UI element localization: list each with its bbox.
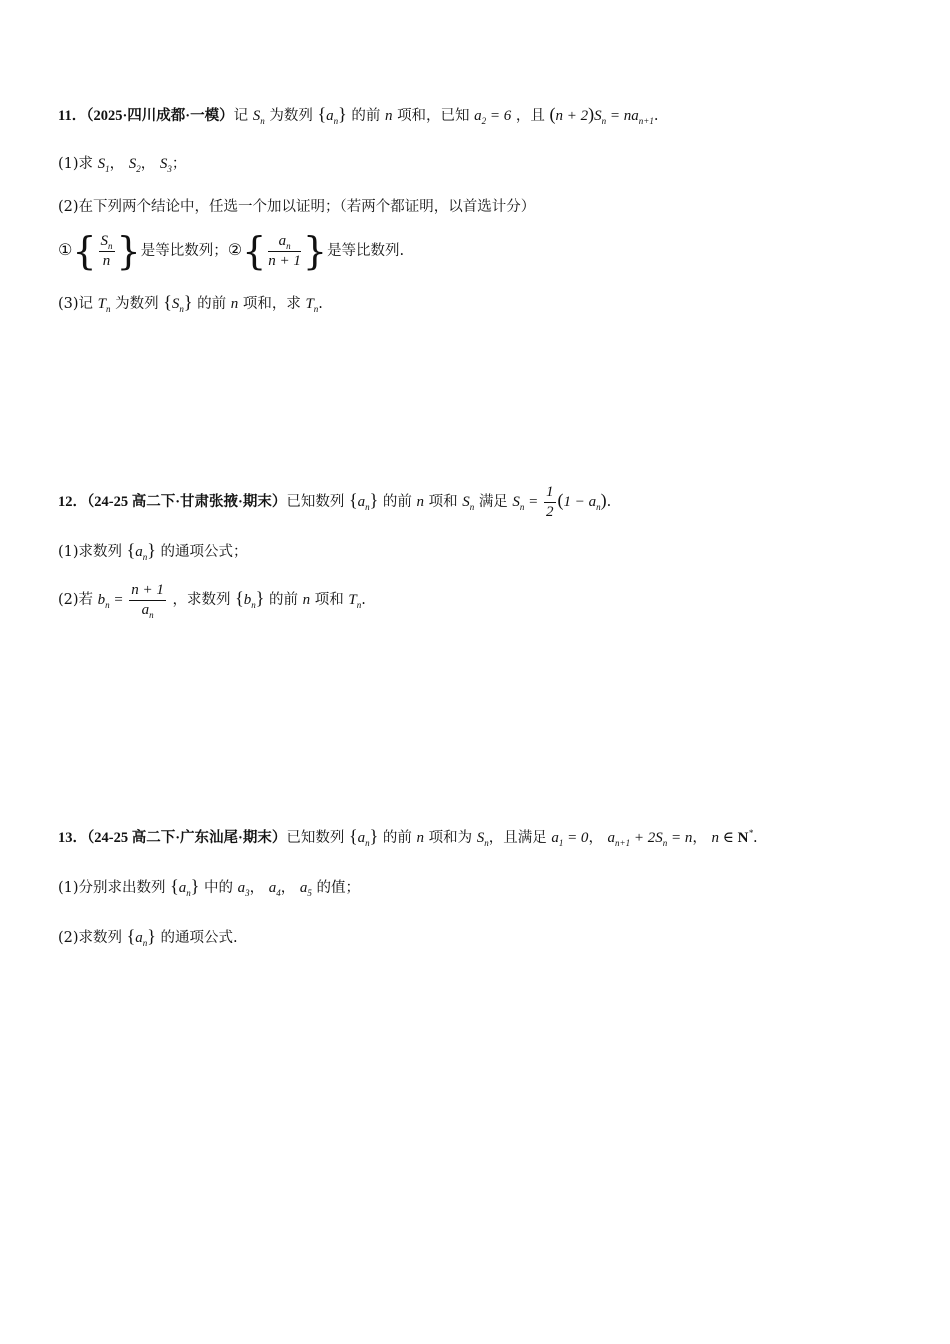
- q11-options: ①{ $\frac{S_n}{n}$ }是等比数列；②{ $\frac{a_n}{n + 1}$ }是等比数列.: [58, 229, 405, 273]
- math-frac-an-n1: $\frac{a_n}{n + 1}$: [268, 232, 301, 269]
- q12-stem: 12．（24-25 高二下·甘肃张掖·期末）已知数列 $\{a_n\}$ 的前 n 项和 $S_n$ 满足 $S_n$ = $\frac{1}{2}$ $(1 - a_n)$.: [58, 484, 612, 521]
- math-relation: $(n + 2)S_n = na_{n+1}$: [549, 104, 654, 126]
- circled-two-icon: ②: [227, 240, 243, 259]
- q13-number: 13．: [58, 830, 87, 846]
- circled-one-icon: ①: [58, 240, 73, 259]
- math-recurrence: $a_{n+1} + 2S_n = n$: [607, 830, 693, 848]
- q11-part1: (1)求 $S_1$， $S_2$， $S_3$；: [58, 156, 187, 174]
- q12-source: （24-25 高二下·甘肃张掖·期末）: [87, 494, 287, 510]
- q12-part2: (2)若 $b_n$ = $\frac{n + 1}{a_n}$ ，求数列 $\{b_n\}$ 的前 n 项和 $T_n$.: [58, 582, 366, 621]
- math-Sn: $S_n$: [252, 108, 265, 126]
- q13-part1: (1)分别求出数列 $\{a_n\}$ 中的 $a_3$， $a_4$， $a_5$ 的值；: [58, 876, 360, 898]
- q11-source: （2025·四川成都·一模）: [86, 108, 234, 124]
- math-frac-Sn-n: $\frac{S_n}{n}$: [100, 232, 113, 269]
- math-n-in-N: n ∈ N*: [711, 828, 753, 846]
- q11-part3: (3)记 $T_n$ 为数列 $\{S_n\}$ 的前 n 项和，求 $T_n$.: [58, 292, 323, 314]
- q13-part2: (2)求数列 $\{a_n\}$ 的通项公式.: [58, 926, 238, 948]
- q11-part2: (2)在下列两个结论中，任选一个加以证明；（若两个都证明，以首选计分）: [58, 199, 536, 215]
- math-bn-formula: $b_n$ = $\frac{n + 1}{a_n}$: [97, 582, 164, 621]
- q11-stem: 11．（2025·四川成都·一模）记 $S_n$ 为数列 $\{a_n\}$ 的前 n 项和，已知 $a_2 = 6$ ，且 $(n + 2)S_n = na_{n+1}$.: [58, 104, 659, 126]
- math-a2-eq: $a_2 = 6$: [474, 108, 512, 126]
- q13-stem: 13．（24-25 高二下·广东汕尾·期末）已知数列 $\{a_n\}$ 的前 n 项和为 $S_n$，且满足 $a_1 = 0$， $a_{n+1} + 2S_n = n$， n ∈ N*.: [58, 826, 758, 848]
- q11-number: 11．: [58, 108, 87, 124]
- math-Sn-formula: $S_n$ = $\frac{1}{2}$ $(1 - a_n)$: [512, 484, 607, 521]
- q12-part1: (1)求数列 $\{a_n\}$ 的通项公式；: [58, 540, 248, 562]
- q13-source: （24-25 高二下·广东汕尾·期末）: [87, 830, 287, 846]
- math-a1-eq: $a_1 = 0$: [551, 830, 589, 848]
- q12-number: 12．: [58, 494, 87, 510]
- math-seq-an: $\{a_n\}$: [317, 104, 347, 126]
